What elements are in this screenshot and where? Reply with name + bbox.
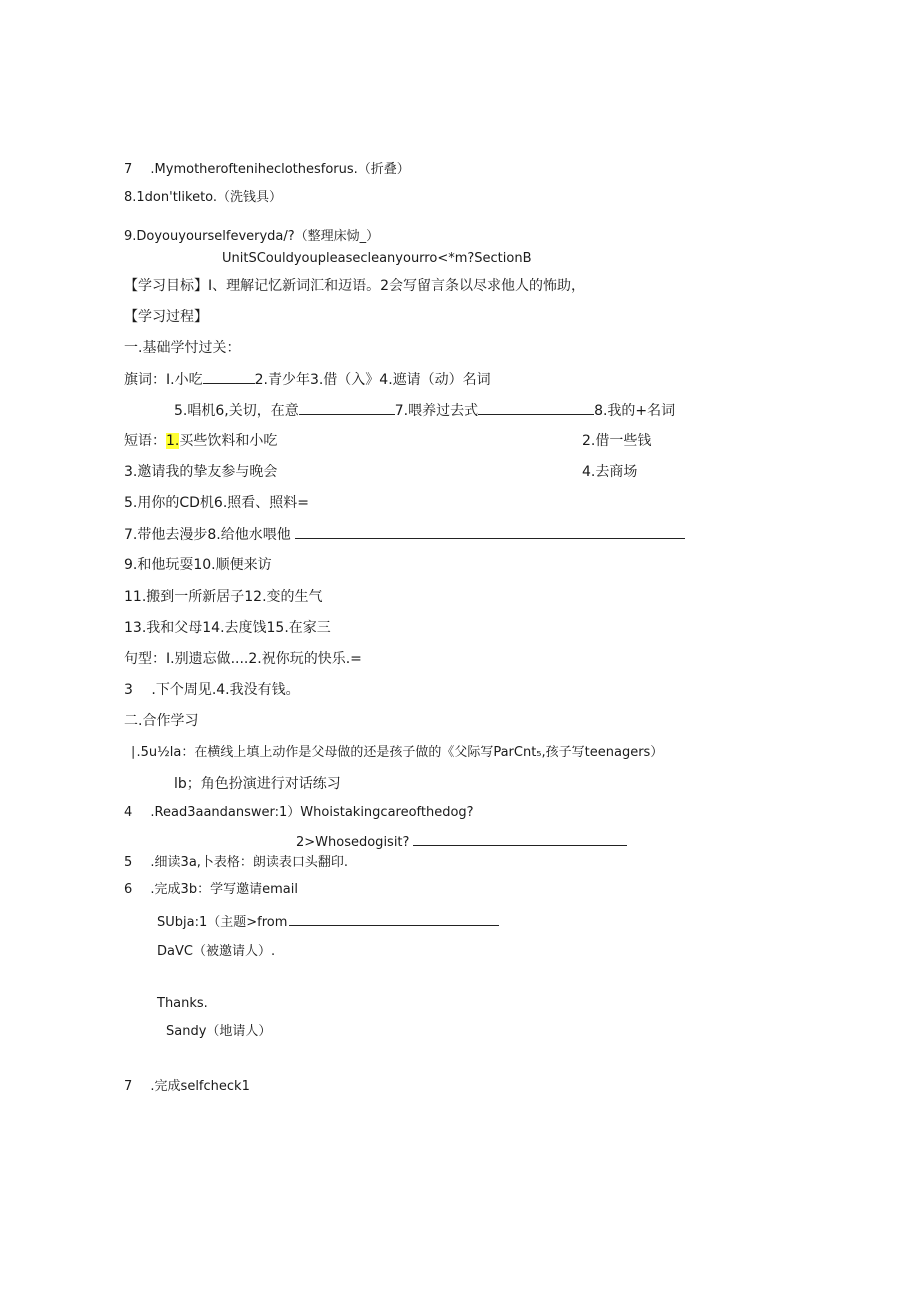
item-text: 2>Whosedogisit? bbox=[296, 835, 410, 850]
email-sender: Sandy（地请人） bbox=[166, 1024, 272, 1039]
vocab-text: 旗词：I.小吃 bbox=[124, 372, 203, 388]
item-8-line: 8.1don'tliketo.（洗钱具） bbox=[124, 190, 283, 205]
vocab-text: 7.喂养过去式 bbox=[394, 403, 479, 419]
unit-title: UnitSCouldyoupleasecleanyourro<*m?SectionB bbox=[222, 251, 532, 266]
item-7-line bbox=[124, 160, 410, 180]
sentence-1-2: 句型：I.别遗忘做....2.祝你玩的快乐.= bbox=[124, 651, 362, 667]
vocab-row-1 bbox=[124, 369, 491, 390]
answer-blank[interactable] bbox=[289, 911, 499, 926]
email-thanks: Thanks. bbox=[157, 996, 208, 1011]
answer-blank[interactable] bbox=[478, 400, 594, 415]
phrase-7-8 bbox=[124, 524, 685, 545]
phrase-4: 4.去商场 bbox=[582, 464, 638, 480]
phrase-row-1 bbox=[124, 431, 277, 451]
item-text: .Mymotherofteniheclothesforus.（折叠） bbox=[150, 162, 410, 177]
phrase-2: 2.借一些钱 bbox=[582, 433, 652, 449]
highlighted-number: 1. bbox=[166, 433, 180, 449]
item-text: .完成3b：学写邀请email bbox=[150, 882, 298, 897]
item-number: 4 bbox=[124, 805, 133, 820]
answer-blank[interactable] bbox=[203, 369, 255, 384]
phrase-9-10: 9.和他玩耍10.顺便来访 bbox=[124, 557, 272, 573]
coop-task-7 bbox=[124, 1077, 250, 1097]
answer-blank[interactable] bbox=[299, 400, 395, 415]
learning-process-heading: 【学习过程】 bbox=[124, 309, 208, 325]
item-number: 7 bbox=[124, 162, 133, 177]
answer-blank[interactable] bbox=[413, 831, 627, 846]
item-number: 3 bbox=[124, 682, 133, 698]
phrase-text: 买些饮料和小吃 bbox=[179, 433, 278, 449]
item-text: .完成selfcheck1 bbox=[150, 1079, 250, 1094]
vocab-row-2 bbox=[174, 400, 675, 421]
coop-task-1b: lb；角色扮演进行对话练习 bbox=[174, 776, 341, 792]
answer-blank[interactable] bbox=[295, 524, 685, 539]
item-9-line: 9.Doyouyourselfeveryda/?（整理床恸_） bbox=[124, 229, 380, 244]
email-recipient: DaVC（被邀请人）. bbox=[157, 944, 276, 959]
section-basic-heading: 一.基础学忖过关： bbox=[124, 340, 241, 356]
coop-task-1a: ∣.5u½la：在横线上填上动作是父母做的还是孩子做的《父际写ParCnt₅,孩子写teenagers） bbox=[130, 745, 664, 760]
vocab-text: 5.唱机6,关切，在意 bbox=[174, 403, 299, 419]
coop-task-6 bbox=[124, 880, 298, 900]
learning-goal: 【学习目标】I、理解记忆新词汇和迈语。2会写留言条以尽求他人的怖助， bbox=[124, 278, 586, 294]
phrase-13-15: 13.我和父母14.去度饯15.在家三 bbox=[124, 620, 331, 636]
phrase-3: 3.邀请我的挚友参与晚会 bbox=[124, 464, 278, 480]
item-text: .细读3a,卜表格：朗读表口头翻印. bbox=[150, 855, 349, 870]
item-number: 6 bbox=[124, 882, 133, 897]
email-subject-line bbox=[157, 911, 499, 933]
email-subject: SUbja:1（主题>from bbox=[157, 915, 288, 930]
vocab-text: 8.我的+名词 bbox=[594, 403, 676, 419]
coop-task-5 bbox=[124, 853, 348, 873]
phrase-5-6: 5.用你的CD机6.照看、照料= bbox=[124, 495, 310, 511]
section-coop-heading: 二.合作学习 bbox=[124, 713, 199, 729]
item-number: 5 bbox=[124, 855, 133, 870]
phrase-11-12: 11.搬到一所新居子12.变的生气 bbox=[124, 589, 323, 605]
phrase-label: 短语： bbox=[124, 433, 166, 449]
coop-task-4 bbox=[124, 803, 474, 823]
sentence-text: .下个周见.4.我没有钱。 bbox=[151, 682, 300, 698]
item-number: 7 bbox=[124, 1079, 133, 1094]
sentence-3-4 bbox=[124, 680, 300, 700]
item-text: .Read3aandanswer:1）Whoistakingcareofthedog? bbox=[150, 805, 474, 820]
coop-task-4-q2 bbox=[296, 831, 627, 853]
vocab-text: 2.青少年3.借（入》4.遮请（动）名词 bbox=[254, 372, 491, 388]
phrase-text: 7.带他去漫步8.给他水喂他 bbox=[124, 527, 291, 543]
